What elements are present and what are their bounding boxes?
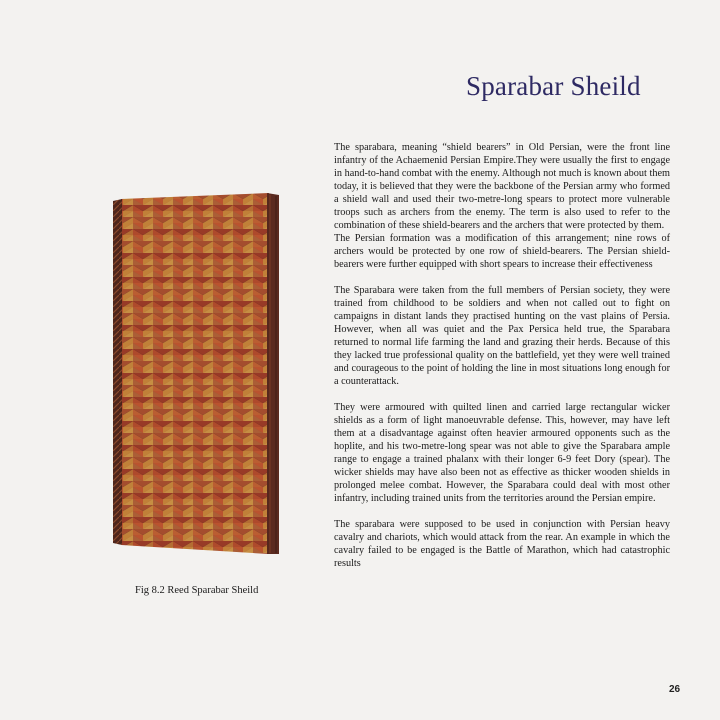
paragraph: The Persian formation was a modification of this arrangement; nine rows of archers would be protected by one row of shield-bearers. The Persian shield-bearers were further equipped with short spears to increase their effectiveness (334, 233, 670, 270)
figure-caption: Fig 8.2 Reed Sparabar Sheild (135, 585, 259, 596)
paragraph: The sparabara were supposed to be used in conjunction with Persian heavy cavalry and chariots, which would attack from the rear. An example in which the cavalry failed to be engaged is the Battle of Marathon, which had catastrophic results (334, 519, 670, 569)
paragraph: The sparabara, meaning “shield bearers” in Old Persian, were the front line infantry of the Achaemenid Persian Empire.They were usually the first to engage in hand-to-hand combat with the enemy. Although not much is known about them today, it is believed that they were the backbone of the Persian army who formed a shield wall and used their two-metre-long spears to protect more vulnerable troops such as archers from the enemy. The term is also used to refer to the combination of these shield-bearers and the archers that were protected by them. (334, 142, 670, 231)
paragraph: The Sparabara were taken from the full members of Persian society, they were trained from childhood to be soldiers and when not called out to fight on campaigns in distant lands they practised hunting on the vast plains of Persia. However, when all was quiet and the Pax Persica held true, the Sparabara returned to normal life farming the land and grazing their herds. Because of this they lacked true professional quality on the battlefield, yet they were well trained and courageous to the point of holding the line in most situations long enough for a counterattack. (334, 285, 670, 387)
paragraph: They were armoured with quilted linen and carried large rectangular wicker shields as a form of light manoeuvrable defense. This, however, may have left them at a disadvantage against often heavier armoured opponents such as the hoplite, and his two-metre-long spear was not able to give the Sparabara ample range to engage a trained phalanx with their longer 6-9 feet Dory (spear). The wicker shields may have also been not as effective as thicker wooden shields in prolonged melee combat. However, the Sparabara could deal with most other infantry, including trained units from the territories around the Persian empire. (334, 402, 670, 504)
body-text (334, 141, 670, 570)
page-title: Sparabar Sheild (466, 71, 641, 101)
page-number: 26 (669, 684, 681, 695)
woven-reed-shield-image (113, 193, 279, 554)
